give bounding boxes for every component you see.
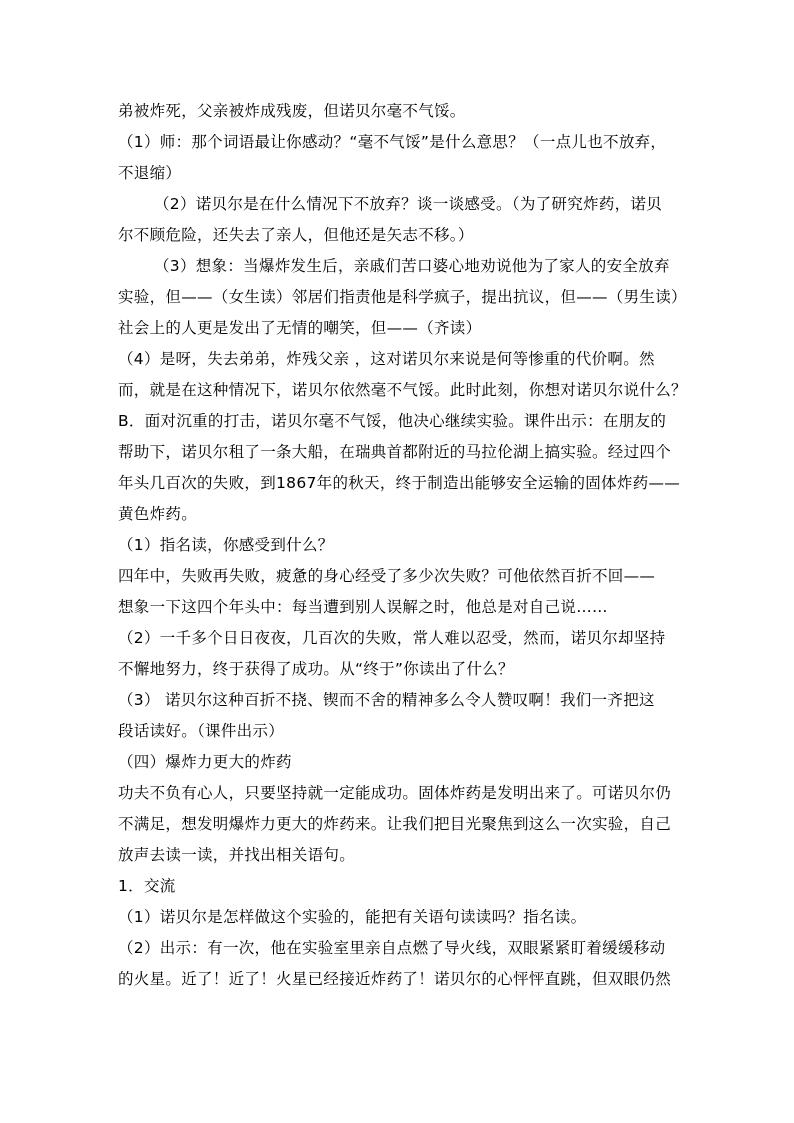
text-line: （3） 诺贝尔这种百折不挠、锲而不舍的精神多么令人赞叹啊！我们一齐把这	[118, 691, 655, 709]
text-line: 1．交流	[118, 877, 176, 895]
text-line: 帮助下，诺贝尔租了一条大船，在瑞典首都附近的马拉伦湖上搞实验。经过四个	[118, 443, 672, 461]
text-line: 想象一下这四个年头中：每当遭到别人误解之时，他总是对自己说……	[118, 598, 608, 616]
text-line: （1）指名读，你感受到什么？	[118, 536, 334, 554]
text-line: 的火星。近了！近了！火星已经接近炸药了！诺贝尔的心怦怦直跳，但双眼仍然	[118, 970, 672, 988]
text-line: （4）是呀，失去弟弟，炸残父亲 ，这对诺贝尔来说是何等惨重的代价啊。然	[118, 350, 655, 368]
text-line: 四年中，失败再失败，疲惫的身心经受了多少次失败？可他依然百折不回——	[118, 567, 656, 585]
text-line: 尔不顾危险，还失去了亲人，但他还是矢志不移。）	[118, 226, 474, 244]
text-line: （2）出示：有一次，他在实验室里亲自点燃了导火线，双眼紧紧盯着缓缓移动	[118, 939, 666, 957]
section-heading: （四）爆炸力更大的炸药	[118, 753, 292, 771]
text-line: 不懈地努力，终于获得了成功。从“终于”你读出了什么？	[118, 660, 514, 678]
text-line: 不退缩）	[118, 164, 182, 182]
text-line: 实验，但——（女生读）邻居们指责他是科学疯子，提出抗议，但——（男生读）	[118, 288, 687, 306]
text-line: （1）师：那个词语最让你感动？“毫不气馁”是什么意思？（一点儿也不放弃，	[118, 133, 667, 151]
text-line: （3）想象：当爆炸发生后，亲戚们苦口婆心地劝说他为了家人的安全放弃	[154, 257, 670, 275]
text-line: （2）一千多个日日夜夜，几百次的失败，常人难以忍受，然而，诺贝尔却坚持	[118, 629, 666, 647]
text-line: 段话读好。（课件出示）	[118, 722, 285, 740]
text-line: 年头几百次的失败，到1867年的秋天，终于制造出能够安全运输的固体炸药——	[118, 474, 681, 492]
text-line: 社会上的人更是发出了无情的嘲笑，但——（齐读）	[118, 319, 482, 337]
text-line: （2）诺贝尔是在什么情况下不放弃？谈一谈感受。（为了研究炸药，诺贝	[154, 195, 663, 213]
text-line: 功夫不负有心人，只要坚持就一定能成功。固体炸药是发明出来了。可诺贝尔仍	[118, 784, 672, 802]
text-line: （1）诺贝尔是怎样做这个实验的，能把有关语句读读吗？指名读。	[118, 908, 587, 926]
text-line: 而，就是在这种情况下，诺贝尔依然毫不气馁。此时此刻，你想对诺贝尔说什么？	[118, 381, 687, 399]
text-line: 弟被炸死，父亲被炸成残废，但诺贝尔毫不气馁。	[118, 102, 466, 120]
text-line: B．面对沉重的打击，诺贝尔毫不气馁，他决心继续实验。课件出示：在朋友的	[118, 412, 667, 430]
text-line: 黄色炸药。	[118, 505, 198, 523]
text-line: 不满足，想发明爆炸力更大的炸药来。让我们把目光聚焦到这么一次实验，自己	[118, 815, 672, 833]
document-body	[118, 96, 687, 995]
text-line: 放声去读一读，并找出相关语句。	[118, 846, 356, 864]
